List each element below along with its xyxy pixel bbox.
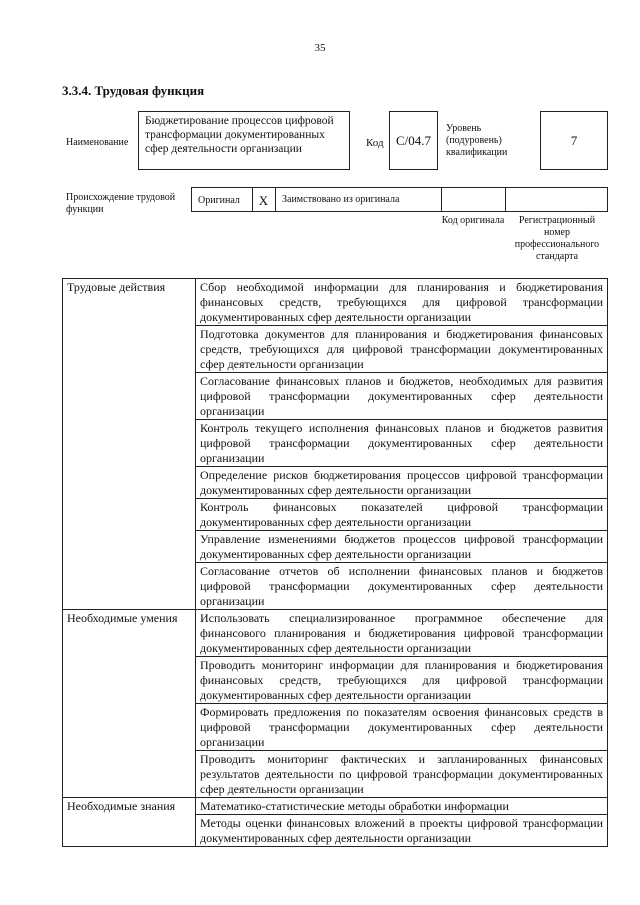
origin-label: Происхождение трудовой функции (66, 192, 176, 215)
level-cell (540, 111, 608, 170)
table-cell: Контроль текущего исполнения финансовых планов и бюджетов развития цифровой трансформации документированных сфер деятельности организации (196, 420, 608, 467)
table-cell: Контроль финансовых показателей цифровой трансформации документированных сфер деятельности организации (196, 499, 608, 531)
table-cell: Проводить мониторинг фактических и запланированных финансовых результатов деятельности по цифровой трансформации документированных сфер деятельности организации (196, 751, 608, 798)
code-original-label: Код оригинала (441, 215, 505, 226)
borrowed-label: Заимствовано из оригинала (282, 194, 400, 205)
original-mark: X (258, 193, 269, 208)
function-name-value: Бюджетирование процессов цифровой трансформации документированных сфер деятельности организации (145, 115, 334, 155)
table-row (63, 610, 608, 657)
table-cell: Определение рисков бюджетирования процессов цифровой трансформации документированных сфер деятельности организации (196, 467, 608, 499)
table-row (63, 798, 608, 815)
table-cell: Использовать специализированное программное обеспечение для финансового планирования и бюджетирования цифровой трансформации документированных сфер деятельности организации (196, 610, 608, 657)
page-number: 35 (314, 42, 326, 54)
code-label: Код (366, 137, 384, 149)
level-value: 7 (570, 132, 578, 148)
category-cell: Необходимые знания (63, 798, 196, 847)
name-label: Наименование (66, 137, 129, 148)
table-cell: Методы оценки финансовых вложений в проекты цифровой трансформации документированных сфер деятельности организации (196, 815, 608, 847)
code-value: C/04.7 (395, 132, 432, 148)
table-cell: Математико-статистические методы обработки информации (196, 798, 608, 815)
table-cell: Сбор необходимой информации для планирования и бюджетирования финансовых средств, требующихся для цифровой трансформации документированных сфер деятельности организации (196, 279, 608, 326)
table-cell: Согласование финансовых планов и бюджетов, необходимых для развития цифровой трансформации документированных сфер деятельности организации (196, 373, 608, 420)
reg-number-label: Регистрационный номер профессионального стандарта (514, 215, 600, 262)
table-cell: Согласование отчетов об исполнении финансовых планов и бюджетов цифровой трансформации документированных сфер деятельности организации (196, 563, 608, 610)
level-label: Уровень (подуровень) квалификации (446, 123, 508, 158)
function-name-cell (138, 111, 350, 170)
divider (441, 187, 442, 212)
section-title: 3.3.4. Трудовая функция (62, 83, 205, 98)
divider (505, 187, 506, 212)
original-label: Оригинал (198, 195, 240, 206)
table-row (63, 279, 608, 326)
table-cell: Формировать предложения по показателям освоения финансовых средств в цифровой трансформации документированных сфер деятельности организации (196, 704, 608, 751)
table-cell: Проводить мониторинг информации для планирования и бюджетирования финансовых средств, требующихся для цифровой трансформации документированных сфер деятельности организации (196, 657, 608, 704)
table-cell: Подготовка документов для планирования и бюджетирования финансовых средств, требующихся для цифровой трансформации документированных сфер деятельности организации (196, 326, 608, 373)
labor-function-table (62, 278, 608, 847)
table-cell: Управление изменениями бюджетов процессов цифровой трансформации документированных сфер деятельности организации (196, 531, 608, 563)
code-cell (389, 111, 438, 170)
category-cell: Трудовые действия (63, 279, 196, 610)
divider (275, 187, 276, 212)
category-cell: Необходимые умения (63, 610, 196, 798)
